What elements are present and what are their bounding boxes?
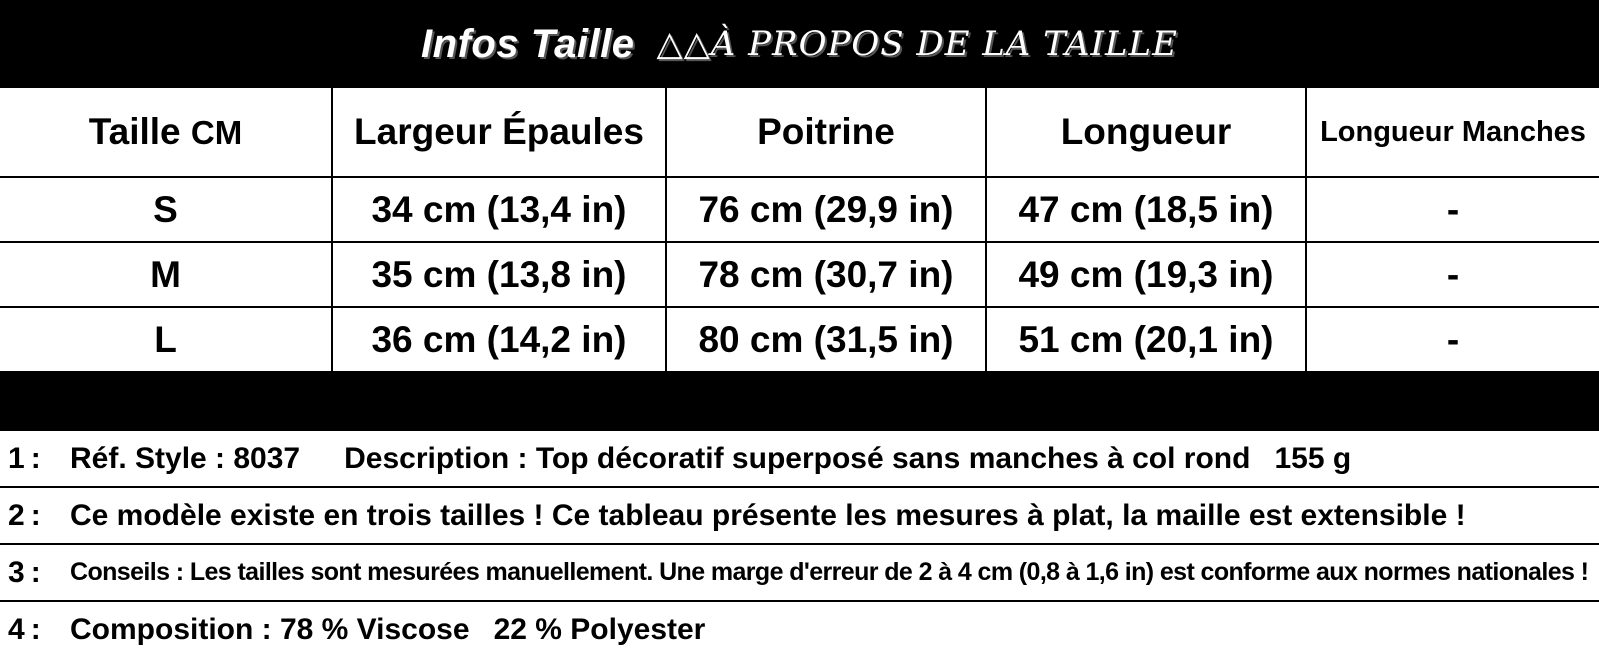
header-chest: Poitrine <box>666 88 986 177</box>
note-number: 1 : <box>8 441 41 475</box>
cell-size: M <box>0 242 332 307</box>
header-shoulder: Largeur Épaules <box>332 88 666 177</box>
cell-shoulder: 35 cm (13,8 in) <box>332 242 666 307</box>
table-row <box>0 177 1599 242</box>
title-bar <box>0 0 1599 88</box>
header-size-label: Taille <box>88 111 181 152</box>
title-sub: △△À PROPOS DE LA TAILLE <box>656 24 1178 64</box>
note-style-ref: Réf. Style : 8037 <box>70 441 301 475</box>
cell-sleeve: - <box>1306 242 1599 307</box>
header-sleeve: Longueur Manches <box>1306 88 1599 177</box>
cell-length: 47 cm (18,5 in) <box>986 177 1306 242</box>
note-text: Ce modèle existe en trois tailles ! Ce tableau présente les mesures à plat, la maille est extensible ! <box>70 498 1466 532</box>
note-composition: Composition : 78 % Viscose <box>70 612 470 646</box>
note-number: 2 : <box>8 498 41 532</box>
size-table-header-row <box>0 88 1599 177</box>
cell-chest: 78 cm (30,7 in) <box>666 242 986 307</box>
cell-shoulder: 34 cm (13,4 in) <box>332 177 666 242</box>
cell-length: 51 cm (20,1 in) <box>986 307 1306 371</box>
note-number: 4 : <box>8 612 41 646</box>
note-1 <box>0 431 1599 488</box>
header-length: Longueur <box>986 88 1306 177</box>
cell-sleeve: - <box>1306 177 1599 242</box>
cell-shoulder: 36 cm (14,2 in) <box>332 307 666 371</box>
title-main: Infos Taille <box>421 21 635 66</box>
note-description: Description : Top décoratif superposé sans manches à col rond <box>344 441 1251 475</box>
note-4 <box>0 602 1599 657</box>
cell-size: L <box>0 307 332 371</box>
size-table <box>0 88 1599 371</box>
header-unit: CM <box>190 114 243 151</box>
divider-band <box>0 371 1599 431</box>
note-3 <box>0 545 1599 602</box>
cell-length: 49 cm (19,3 in) <box>986 242 1306 307</box>
note-2 <box>0 488 1599 545</box>
cell-chest: 80 cm (31,5 in) <box>666 307 986 371</box>
header-size <box>0 88 332 177</box>
note-composition-2: 22 % Polyester <box>493 612 706 646</box>
notes-list <box>0 431 1599 657</box>
cell-size: S <box>0 177 332 242</box>
cell-chest: 76 cm (29,9 in) <box>666 177 986 242</box>
table-row <box>0 307 1599 371</box>
note-weight: 155 g <box>1274 441 1352 475</box>
note-text: Conseils : Les tailles sont mesurées manuellement. Une marge d'erreur de 2 à 4 cm (0,8 à 1,6 in) est conforme aux normes nationales ! <box>70 558 1589 586</box>
cell-sleeve: - <box>1446 318 1460 360</box>
note-number: 3 : <box>8 555 41 589</box>
table-row <box>0 242 1599 307</box>
